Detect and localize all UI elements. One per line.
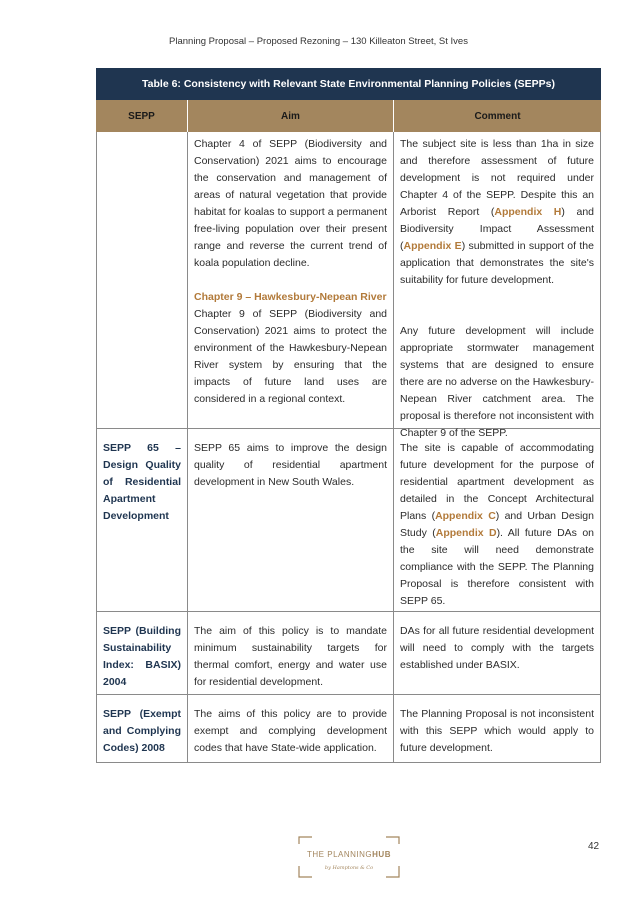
comment-cell xyxy=(394,132,601,439)
aim-paragraph: Chapter 4 of SEPP (Biodiversity and Conservation) 2021 aims to encourage the conservation and management of areas of natural vegetation that provide habitat for koalas to support a permanent free-living population over their present range and reverse the current trend of koala population decline. xyxy=(194,138,387,269)
appendix-reference: Appendix E xyxy=(403,240,462,252)
planning-hub-logo xyxy=(298,836,400,878)
column-header-sepp: SEPP xyxy=(96,100,188,132)
page-header: Planning Proposal – Proposed Rezoning – 130 Killeaton Street, St Ives xyxy=(169,36,468,47)
logo-tagline: by Hamptons & Co xyxy=(324,865,374,871)
table-row xyxy=(96,612,601,695)
table-row xyxy=(96,132,601,439)
comment-cell: The Planning Proposal is not inconsistent with this SEPP which would apply to future development. xyxy=(394,695,601,762)
sepp-cell xyxy=(96,132,188,428)
page-number: 42 xyxy=(588,841,600,852)
column-header-comment: Comment xyxy=(474,110,521,122)
table-row xyxy=(96,429,601,612)
table-row xyxy=(96,695,601,763)
sepp-cell: SEPP (Exempt and Complying Codes) 2008 xyxy=(96,695,188,762)
appendix-reference: Appendix H xyxy=(494,206,562,218)
sepp-cell: SEPP 65 – Design Quality of Residential Apartment Development xyxy=(96,429,188,611)
appendix-reference: Appendix D xyxy=(435,527,497,539)
aim-cell: SEPP 65 aims to improve the design quality of residential apartment development in New South Wales. xyxy=(188,429,394,611)
comment-paragraph: Any future development will include appropriate stormwater management systems that are designed to ensure there are no adverse on the Hawkesbury-Nepean River catchment area. The proposal is therefore not inconsistent with Chapter 9 of the SEPP. xyxy=(400,325,594,439)
aim-subheading: Chapter 9 – Hawkesbury-Nepean River xyxy=(194,291,387,303)
aim-cell: The aims of this policy are to provide exempt and complying development codes that have State-wide application. xyxy=(188,695,394,762)
comment-cell: DAs for all future residential development will need to comply with the targets established under BASIX. xyxy=(394,612,601,694)
table-title: Table 6: Consistency with Relevant State Environmental Planning Policies (SEPPs) xyxy=(96,68,601,100)
column-header-aim: Aim xyxy=(188,100,394,132)
aim-paragraph: Chapter 9 of SEPP (Biodiversity and Conservation) 2021 aims to protect the environment of the Hawkesbury-Nepean River system by ensuring that the impacts of future land uses are considered in a regional context. xyxy=(194,308,387,405)
comment-paragraph: The subject site is less than 1ha in size and therefore assessment of future development is not required under Chapter 4 of the SEPP. Despite this an Arborist Report (Appendix H) and Biodiversity Impact Assessment (Appendix E) submitted in support of the application that demonstrates the site's suitability for future development. xyxy=(400,138,594,286)
aim-cell xyxy=(188,132,394,428)
aim-cell: The aim of this policy is to mandate minimum sustainability targets for thermal comfort, energy and water use for residential development. xyxy=(188,612,394,694)
table-header-row xyxy=(96,100,601,132)
sepp-cell: SEPP (Building Sustainability Index: BASIX) 2004 xyxy=(96,612,188,694)
appendix-reference: Appendix C xyxy=(435,510,496,522)
sepp-table xyxy=(96,68,601,763)
comment-cell: The site is capable of accommodating future development for the purpose of residential apartment development as detailed in the Concept Architectural Plans (Appendix C) and Urban Design Study (Appendix D). All future DAs on the site will need demonstrate compliance with the SEPP. The Planning Proposal is therefore consistent with SEPP 65. xyxy=(394,429,601,611)
logo-text: THE PLANNINGHUB xyxy=(307,850,391,859)
